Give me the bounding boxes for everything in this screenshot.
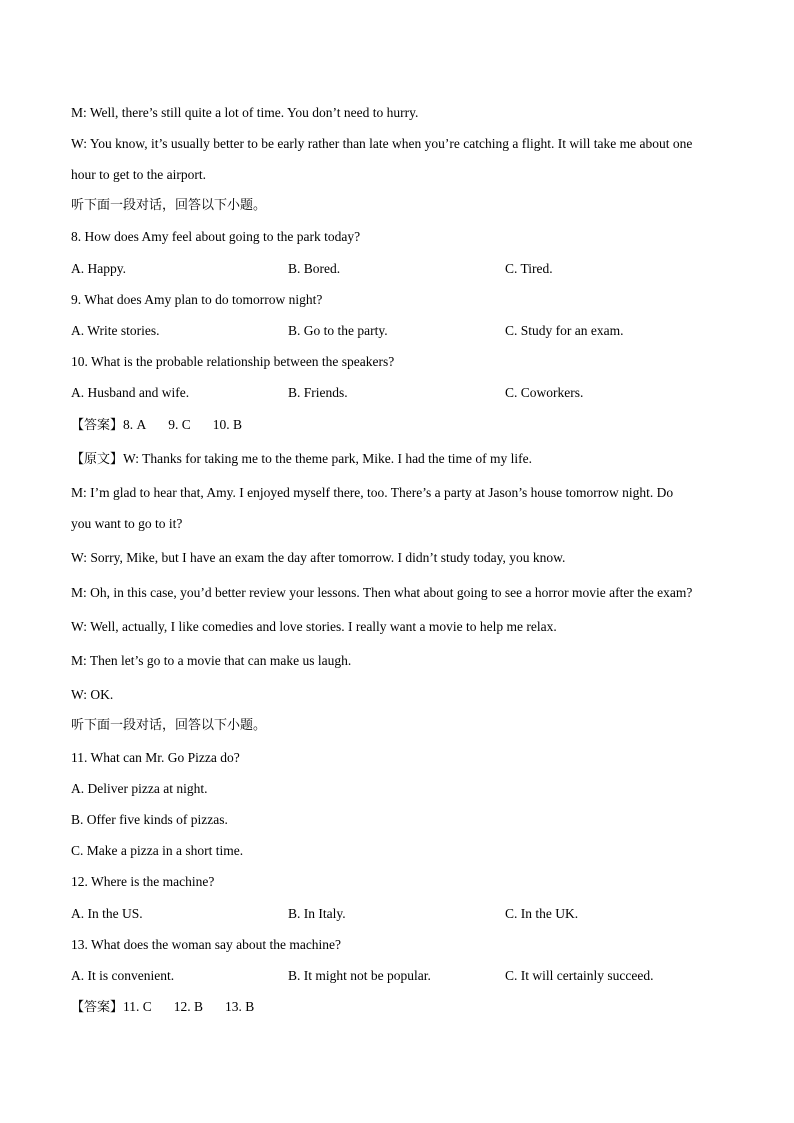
question-11-option-b: B. Offer five kinds of pizzas. bbox=[71, 812, 228, 827]
option-c: C. Coworkers. bbox=[505, 385, 584, 400]
question-10: 10. What is the probable relationship between the speakers? bbox=[71, 354, 395, 369]
question-11: 11. What can Mr. Go Pizza do? bbox=[71, 750, 240, 765]
option-c: C. It will certainly succeed. bbox=[505, 968, 654, 983]
option-a: A. Happy. bbox=[71, 261, 126, 276]
question-11-option-c: C. Make a pizza in a short time. bbox=[71, 843, 244, 858]
dialogue-line-w: W: You know, it’s usually better to be early rather than late when you’re catching a flight. It will take me about one bbox=[71, 136, 693, 151]
transcript-line-4: W: Sorry, Mike, but I have an exam the day after tomorrow. I didn’t study today, you know. bbox=[71, 550, 566, 565]
option-c: C. In the UK. bbox=[505, 906, 579, 921]
section-instruction: 听下面一段对话，回答以下小题。 bbox=[71, 198, 267, 213]
option-c: C. Tired. bbox=[505, 261, 553, 276]
answer-key-1 bbox=[71, 417, 242, 434]
question-8: 8. How does Amy feel about going to the park today? bbox=[71, 229, 361, 244]
option-b: B. Bored. bbox=[288, 261, 341, 276]
answer-10: 10. B bbox=[212, 417, 243, 432]
option-c: C. Study for an exam. bbox=[505, 323, 624, 338]
answer-11: 11. C bbox=[123, 999, 152, 1014]
option-b: B. Go to the party. bbox=[288, 323, 388, 338]
option-a: A. It is convenient. bbox=[71, 968, 175, 983]
option-a: A. Husband and wife. bbox=[71, 385, 190, 400]
answer-tag: 【答案】 bbox=[71, 1000, 124, 1015]
question-9-options bbox=[0, 323, 794, 339]
transcript-line-7: M: Then let’s go to a movie that can make us laugh. bbox=[71, 653, 352, 668]
question-12: 12. Where is the machine? bbox=[71, 874, 215, 889]
transcript-line-5: M: Oh, in this case, you’d better review your lessons. Then what about going to see a horror movie after the exam? bbox=[71, 585, 693, 600]
question-9: 9. What does Amy plan to do tomorrow night? bbox=[71, 292, 323, 307]
dialogue-line-w-cont: hour to get to the airport. bbox=[71, 167, 206, 182]
answer-13: 13. B bbox=[225, 999, 255, 1014]
question-13: 13. What does the woman say about the machine? bbox=[71, 937, 342, 952]
question-12-options bbox=[0, 906, 794, 922]
answer-tag: 【答案】 bbox=[71, 418, 124, 433]
transcript-line-2: M: I’m glad to hear that, Amy. I enjoyed myself there, too. There’s a party at Jason’s house tomorrow night. Do bbox=[71, 485, 674, 500]
answer-9: 9. C bbox=[168, 417, 191, 432]
transcript-line-3: you want to go to it? bbox=[71, 516, 183, 531]
option-b: B. In Italy. bbox=[288, 906, 346, 921]
transcript-text: W: Thanks for taking me to the theme park, Mike. I had the time of my life. bbox=[123, 451, 533, 466]
transcript-line-1 bbox=[71, 451, 532, 468]
transcript-line-6: W: Well, actually, I like comedies and love stories. I really want a movie to help me relax. bbox=[71, 619, 557, 634]
option-a: A. In the US. bbox=[71, 906, 143, 921]
question-13-options bbox=[0, 968, 794, 984]
option-a: A. Write stories. bbox=[71, 323, 160, 338]
transcript-tag: 【原文】 bbox=[71, 452, 124, 467]
section-instruction: 听下面一段对话，回答以下小题。 bbox=[71, 718, 267, 733]
answer-12: 12. B bbox=[173, 999, 204, 1014]
question-10-options bbox=[0, 385, 794, 401]
transcript-line-8: W: OK. bbox=[71, 687, 114, 702]
option-b: B. It might not be popular. bbox=[288, 968, 431, 983]
question-8-options bbox=[0, 261, 794, 277]
question-11-option-a: A. Deliver pizza at night. bbox=[71, 781, 208, 796]
answer-key-2 bbox=[71, 999, 254, 1016]
answer-8: 8. A bbox=[123, 417, 147, 432]
dialogue-line-m: M: Well, there’s still quite a lot of time. You don’t need to hurry. bbox=[71, 105, 419, 120]
option-b: B. Friends. bbox=[288, 385, 348, 400]
